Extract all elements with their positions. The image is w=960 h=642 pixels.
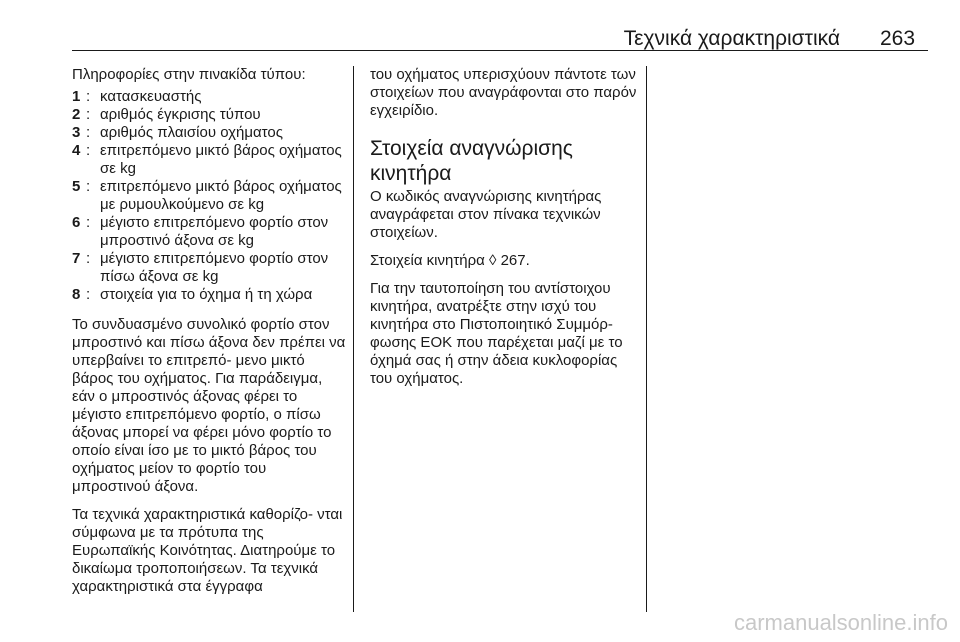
list-item-number: 4 xyxy=(72,142,81,159)
list-item-number: 5 xyxy=(72,178,81,195)
list-item-separator: : xyxy=(86,286,91,303)
list-item-number: 6 xyxy=(72,214,81,231)
list-item xyxy=(72,250,348,286)
list-item-text: αριθμός πλαισίου οχήματος xyxy=(100,124,283,141)
section-heading: Στοιχεία αναγνώρισης κινητήρα xyxy=(370,137,573,185)
page-number: 263 xyxy=(880,27,916,50)
middle-column xyxy=(370,66,638,398)
header-rule xyxy=(72,50,928,51)
list-item xyxy=(72,88,348,106)
list-item-text: κατασκευαστής xyxy=(100,88,202,105)
column-divider-left xyxy=(353,66,354,612)
list-item-text: μέγιστο επιτρεπόμενο φορτίο στον μπροστινό άξονα σε kg xyxy=(100,214,329,249)
list-item-separator: : xyxy=(86,88,91,105)
continued-paragraph: του οχήματος υπερισχύουν πάντοτε των στοιχείων που αναγράφονται στο παρόν εγχειρίδιο. xyxy=(370,66,637,119)
list-item-separator: : xyxy=(86,214,91,231)
list-item-number: 8 xyxy=(72,286,81,303)
list-item-text: επιτρεπόμενο μικτό βάρος οχήματος με ρυμουλκούμενο σε kg xyxy=(100,178,342,213)
list-item-separator: : xyxy=(86,142,91,159)
list-item xyxy=(72,178,348,214)
engine-data-reference[interactable]: Στοιχεία κινητήρα ◊ 267. xyxy=(370,252,530,269)
list-item-text: μέγιστο επιτρεπόμενο φορτίο στον πίσω άξονα σε kg xyxy=(100,250,329,285)
type-plate-list xyxy=(72,88,348,304)
watermark: carmanualsonline.info xyxy=(733,610,948,635)
list-item-separator: : xyxy=(86,106,91,123)
standards-paragraph: Τα τεχνικά χαρακτηριστικά καθορίζο- νται σύμφωνα με τα πρότυπα της Ευρωπαϊκής Κοινότητας. Διατηρούμε το δικαίωμα τροποποιήσεων. Τα τεχνικά χαρακτηριστικά στα έγγραφα xyxy=(72,506,343,595)
list-item-number: 3 xyxy=(72,124,81,141)
list-item-separator: : xyxy=(86,178,91,195)
list-item-separator: : xyxy=(86,124,91,141)
intro-text: Πληροφορίες στην πινακίδα τύπου: xyxy=(72,66,306,83)
engine-identification-paragraph: Για την ταυτοποίηση του αντίστοιχου κινητήρα, ανατρέξτε στην ισχύ του κινητήρα στο Πιστοποιητικό Συμμόρ- φωσης ΕΟΚ που παρέχεται μαζί με το όχημά σας ή στην άδεια κυκλοφορίας του οχήματος. xyxy=(370,280,623,387)
list-item-text: αριθμός έγκρισης τύπου xyxy=(100,106,261,123)
list-item xyxy=(72,142,348,178)
list-item xyxy=(72,106,348,124)
list-item-number: 1 xyxy=(72,88,81,105)
left-column xyxy=(72,66,348,606)
list-item xyxy=(72,286,348,304)
list-item-text: επιτρεπόμενο μικτό βάρος οχήματος σε kg xyxy=(100,142,342,177)
column-divider-right xyxy=(646,66,647,612)
list-item-number: 7 xyxy=(72,250,81,267)
page-header-title: Τεχνικά χαρακτηριστικά xyxy=(623,27,840,50)
list-item xyxy=(72,214,348,250)
list-item-separator: : xyxy=(86,250,91,267)
list-item-text: στοιχεία για το όχημα ή τη χώρα xyxy=(100,286,313,303)
engine-code-paragraph: Ο κωδικός αναγνώρισης κινητήρας αναγράφεται στον πίνακα τεχνικών στοιχείων. xyxy=(370,188,602,241)
load-paragraph: Το συνδυασμένο συνολικό φορτίο στον μπροστινό και πίσω άξονα δεν πρέπει να υπερβαίνει το επιτρεπό- μενο μικτό βάρος του οχήματος. Για παράδειγμα, εάν ο μπροστινός άξονας φέρει το μέγιστο επιτρεπόμενο φορτίο, ο πίσω άξονας μπορεί να φέρει μόνο φορτίο το οποίο είναι ίσο με το μικτό βάρος του οχήματος μείον το φορτίο του μπροστινού άξονα. xyxy=(72,316,346,495)
list-item-number: 2 xyxy=(72,106,81,123)
list-item xyxy=(72,124,348,142)
